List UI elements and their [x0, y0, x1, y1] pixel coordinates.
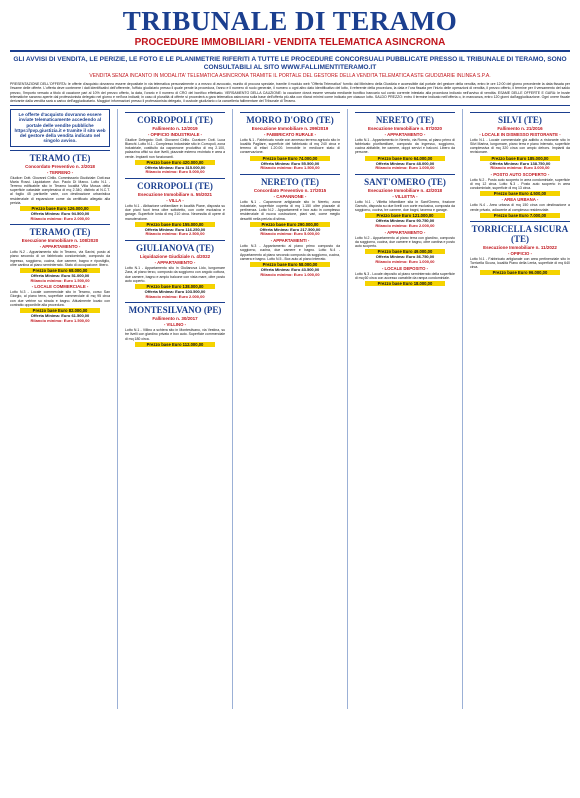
city-heading: MORRO D'ORO (TE) — [240, 112, 340, 125]
property-type: - TERRENO - — [46, 169, 74, 175]
column-divider — [117, 109, 118, 709]
minimum-offer: Offerta Minima: Euro 217.500,00 — [259, 226, 321, 232]
offer-block — [10, 212, 110, 221]
minimum-offer: Offerta Minima: Euro 116.250,00 — [144, 226, 206, 232]
minimum-raise: Rilancio minimo: Euro 1.000,00 — [375, 259, 435, 265]
lot-description: Lotto N.2 - Posto auto scoperto in area condominiale, superficie di mq 12 circa. Lotto N.3 - Posto auto scoperto in area condominiale, superficie di mq 13 circa. — [469, 178, 570, 191]
procedure-number: Esecuzione Immobiliare n. 87/2020 — [367, 125, 442, 131]
property-type: - OPIFICIO - — [507, 250, 533, 256]
minimum-raise: Rilancio minimo: Euro 1.500,00 — [260, 165, 320, 171]
property-type: - OPIFICIO INDUSTRIALE - — [147, 131, 203, 137]
procedure-number: Fallimento n. 21/2016 — [497, 125, 543, 131]
minimum-raise: Rilancio minimo: Euro 2.000,00 — [145, 293, 205, 299]
lot-description: Lotto N.1 - Villetta bifamiliare sita in Sant'Omero, frazione Garrufo, disposta su due livelli con corte esclusiva, composta da soggiorno, cucina, tre camere, due bagni, taverna e garage. — [354, 200, 455, 213]
base-price: Prezzo base Euro 82.000,00 — [20, 308, 100, 313]
city-heading: GIULIANOVA (TE) — [125, 240, 225, 253]
listing-columns — [10, 109, 570, 709]
listing-column — [240, 109, 340, 709]
offer-block — [355, 162, 455, 171]
intro-link: VENDITA SENZA INCANTO IN MODALITA' TELEMATICA ASINCRONA TRAMITE IL PORTALE DEL GESTORE DELLA VENDITA TELEMATICA ASTE GIUDIZIARIE INLINEA S.P.A. — [89, 73, 491, 80]
offer-callout: Le offerte d'acquisto dovranno essere inviate telematicamente accedendo al portale delle vendite pubbliche https://pvp.giustizia.it e tramite il sito web del gestore della vendita indicato nel singolo avviso. — [10, 109, 110, 147]
minimum-raise: Rilancio minimo: Euro 2.500,00 — [145, 231, 205, 237]
lot-description: Lotto N.2 - Appartamento sito in Teramo, via Savini, posto al piano secondo di un fabbricato condominiale, composto da ingresso, soggiorno, cucina, due camere, bagno e ripostiglio, oltre cantina al piano seminterrato. Stato di occupazione: libero. — [10, 250, 111, 267]
property-type: - CAPANNONE - — [273, 194, 307, 199]
property-type: - APPARTAMENTO - — [39, 244, 81, 250]
page-title: TRIBUNALE DI TERAMO — [122, 6, 458, 36]
minimum-offer: Offerta Minima: Euro 43.500,00 — [260, 266, 320, 272]
procedure-number: Concordato Preventivo n. 17/2015 — [253, 188, 327, 193]
minimum-offer: Offerta Minima: Euro 94.500,00 — [30, 210, 90, 216]
property-type: - AREA URBANA - — [501, 197, 539, 203]
lot-description: Lotto N.3 - Appartamento al piano primo composto da soggiorno, cucina, due camere e bagno. Lotto N.4 - Appartamento al piano secondo composto da soggiorno, cucina, camera e bagno. Lotto N.5 - Box auto al piano interrato. — [239, 244, 341, 261]
property-type: - APPARTAMENTI - — [270, 238, 310, 244]
minimum-offer: Offerta Minima: Euro 138.750,00 — [489, 160, 551, 166]
minimum-offer: Offerta Minima: Euro 36.750,00 — [375, 254, 435, 260]
base-price: Prezzo base Euro 121.000,00 — [365, 213, 445, 218]
intro-text: GLI AVVISI DI VENDITA, LE PERIZIE, LE FOTO E LE PLANIMETRIE RIFERITI A TUTTE LE PROCEDURE CONCORSUALI PUBBLICATE PRESSO IL TRIBUNALE DI TERAMO, SONO CONSULTABILI AL SITO WWW.FALLIMENTITERAMO.IT — [13, 56, 567, 71]
minimum-offer: Offerta Minima: Euro 51.000,00 — [30, 272, 90, 278]
procedure-number: Liquidazione Giudiziale n. 4/2022 — [139, 254, 211, 260]
city-heading: CORROPOLI (TE) — [125, 178, 225, 191]
offer-block — [10, 314, 110, 323]
property-type: - LOCALE IN DISMESSO RISTORANTE - — [479, 131, 561, 137]
property-type: - VILLINO - — [163, 322, 187, 328]
lot-description: Lotto N.1 - Fabbricato rurale con annesso terreno agricolo sito in località Pagliare, superficie del fabbricato di mq 240 circa e terreno di ettari 1.20.00. Immobile in mediocre stato di conservazione. — [239, 137, 341, 155]
offer-block — [125, 290, 225, 299]
lot-description: Giudice: Dott. Giovanni Cirillo. Commissario Giudiziale: Dott.ssa Maria Rossi. Liquidatore: Avv. Paolo Di Marco. Lotto N.1 - Terreno edificabile sito in Teramo località Villa Mosca della superficie catastale complessiva di mq 2.340, distinto al N.C.T. al foglio 45 particelle varie, con destinazione urbanistica residenziale di espansione come da certificato allegato alla perizia. — [10, 175, 111, 205]
city-heading: CORROPOLI (TE) — [125, 112, 225, 125]
listing-column — [470, 109, 570, 709]
procedure-number: Esecuzione Immobiliare n. 11/2022 — [483, 244, 557, 250]
minimum-raise: Rilancio minimo: Euro 1.500,00 — [30, 277, 90, 283]
lot-description: Giudice Delegato: Dott. Giovanni Cirillo. Curatore: Dott. Luca Bianchi. Lotto N.1 - Complesso industriale sito in Corropoli, zona industriale, costituito da capannone produttivo di mq 2.100, palazzina uffici su due livelli, piazzale esterno recintato e area a verde. Impianti non funzionanti. — [124, 137, 226, 159]
lot-description: Lotto N.3 - Locale deposito al piano seminterrato della superficie di mq 60 circa con accesso carrabile da rampa condominiale. — [354, 271, 455, 280]
property-type: - POSTO AUTO SCOPERTO - — [490, 172, 550, 177]
base-price: Prezzo base Euro 58.000,00 — [250, 262, 330, 267]
base-price: Prezzo base Euro 7.000,00 — [480, 213, 560, 218]
minimum-raise: Rilancio minimo: Euro 3.000,00 — [490, 165, 550, 171]
offer-block — [240, 162, 340, 171]
lot-description: Lotto N.4 - Area urbana di mq 150 circa con destinazione a verde privato, adiacente al complesso residenziale. — [469, 203, 570, 212]
listing-column — [355, 109, 455, 709]
minimum-raise: Rilancio minimo: Euro 1.000,00 — [375, 165, 435, 171]
procedure-number: Esecuzione Immobiliare n. 55/2021 — [137, 192, 213, 198]
minimum-offer: Offerta Minima: Euro 90.750,00 — [375, 218, 435, 224]
base-price: Prezzo base Euro 4.500,00 — [480, 191, 560, 196]
lot-description: Lotto N.1 - Villino a schiera sito in Montesilvano, via Vestina, su tre livelli con giardino privato e box auto. Superficie commerciale di mq 180 circa. — [124, 328, 226, 341]
city-heading: NERETO (TE) — [240, 174, 340, 187]
minimum-raise: Rilancio minimo: Euro 1.000,00 — [260, 271, 320, 277]
base-price: Prezzo base Euro 18.000,00 — [365, 281, 445, 286]
base-price: Prezzo base Euro 420.000,00 — [135, 160, 215, 165]
property-type: - APPARTAMENTO - — [384, 131, 426, 137]
procedure-number: Fallimento n. 12/2019 — [152, 125, 198, 131]
minimum-raise: Rilancio minimo: Euro 2.000,00 — [375, 223, 435, 229]
base-price: Prezzo base Euro 138.000,00 — [135, 284, 215, 289]
property-type: - LOCALE COMMERCIALE - — [31, 284, 89, 290]
city-heading: TERAMO (TE) — [10, 150, 110, 163]
minimum-raise: Rilancio minimo: Euro 1.500,00 — [30, 317, 90, 323]
page-subtitle: PROCEDURE IMMOBILIARI - VENDITA TELEMATICA ASINCRONA — [134, 37, 446, 48]
listing-column — [10, 109, 110, 709]
property-type: - VILLA - — [166, 198, 184, 204]
city-heading: SILVI (TE) — [470, 112, 570, 125]
lot-description: Lotto N.1 - Abitazione unifamiliare in località Piane, disposta su due piani fuori terra oltre sottotetto, con corte esclusiva e garage. Superficie lorda di mq 210 circa. Necessita di opere di manutenzione. — [124, 204, 226, 221]
base-price: Prezzo base Euro 64.000,00 — [365, 156, 445, 161]
lot-description: Lotto N.1 - Capannone artigianale sito in Nereto, zona industriale, superficie coperta di mq 1.150 oltre piazzale di pertinenza. Lotto N.2 - Appartamenti e box auto in complesso residenziale di nuova costruzione, piani vari, come meglio descritti nella perizia di stima. — [239, 200, 341, 221]
lot-description: Lotto N.2 - Appartamento al piano terra con giardino, composto da soggiorno, cucina, due camere e bagno, oltre cantina e posto auto scoperto. — [354, 235, 455, 249]
column-divider — [347, 109, 348, 709]
property-type: - APPARTAMENTO - — [154, 260, 196, 266]
column-divider — [232, 109, 233, 709]
base-price: Prezzo base Euro 290.000,00 — [250, 222, 330, 227]
offer-block — [240, 228, 340, 237]
base-price: Prezzo base Euro 49.000,00 — [365, 249, 445, 254]
offer-block — [125, 166, 225, 175]
minimum-offer: Offerta Minima: Euro 61.500,00 — [30, 312, 90, 318]
offer-block — [125, 228, 225, 237]
sale-notice: PRESENTAZIONE DELL'OFFERTA: le offerte d'acquisto dovranno essere depositate in via telematica personalmente o a mezzo di avvocato, munito di procura speciale, tramite il modulo web "Offerta Telematica" fornito dal Ministero della Giustizia e accessibile dal portale del gestore della vendita, entro le ore 12:00 del giorno precedente la data fissata per l'esame delle offerte. L'offerta deve contenere i dati identificativi dell'offerente, l'ufficio giudiziario presso il quale pende la procedura, l'anno e il numero di ruolo generale, il numero o ogni altro dato identificativo del lotto, il referente della procedura, la data e l'ora fissata per l'inizio delle operazioni di vendita, il prezzo offerto, il termine per il versamento del saldo prezzo, l'importo versato a titolo di cauzione pari al 10% del prezzo offerto, la data, l'orario e il numero di CRO del bonifico effettuato. VERSAMENTO DELLA CAUZIONE: la cauzione dovrà essere versata mediante bonifico bancario sul conto corrente intestato alla procedura indicato nell'avviso di vendita. ESAME DELLE OFFERTE E GARA: le buste telematiche saranno aperte dal professionista delegato nel giorno e nell'ora indicati; in caso di pluralità di offerte si procederà a gara telematica asincrona sulla base dell'offerta più alta con rilanci minimi come indicato per ciascun lotto. SALDO PREZZO: entro il termine indicato nell'offerta o, in mancanza, entro 120 giorni dall'aggiudicazione. Ogni onere fiscale derivante dalla vendita sarà a carico dell'aggiudicatario. Maggiori informazioni presso il professionista delegato, il custode giudiziario o la cancelleria fallimentare del Tribunale di Teramo. — [10, 82, 570, 106]
procedure-number: Esecuzione Immobiliare n. 108/2020 — [21, 238, 99, 244]
base-price: Prezzo base Euro 185.000,00 — [480, 156, 560, 161]
procedure-number: Concordato Preventivo n. 2/2018 — [25, 163, 95, 169]
procedure-number: Esecuzione Immobiliare n. 42/2018 — [367, 188, 442, 193]
base-price: Prezzo base Euro 155.000,00 — [135, 222, 215, 227]
offer-block — [470, 162, 570, 171]
masthead — [10, 6, 570, 52]
lot-description: Lotto N.1 - Locale commerciale già adibito a ristorante sito in Silvi Marina, lungomare, piano terra e piano interrato, superficie complessiva di mq 320 circa con ampio dehors. Impianti da revisionare. — [469, 137, 570, 155]
property-type: - VILLETTA - — [392, 194, 418, 199]
offer-block — [355, 255, 455, 264]
procedure-number: Esecuzione Immobiliare n. 299/2019 — [251, 125, 329, 131]
offer-block — [355, 219, 455, 228]
minimum-offer: Offerta Minima: Euro 315.000,00 — [144, 164, 206, 170]
base-price: Prezzo base Euro 112.000,00 — [135, 342, 215, 347]
offer-block — [240, 268, 340, 277]
lot-description: Lotto N.1 - Fabbricato artigianale con area pertinenziale sito in Torricella Sicura, località Piano della Lenta, superficie di mq 640 circa. — [469, 256, 570, 270]
minimum-offer: Offerta Minima: Euro 48.000,00 — [375, 160, 435, 166]
city-heading: TORRICELLA SICURA (TE) — [470, 221, 570, 244]
lot-description: Lotto N.3 - Locale commerciale sito in Teramo, corso San Giorgio, al piano terra, superficie commerciale di mq 95 circa con due vetrine su strada e bagno. Attualmente locato con contratto opponibile alla procedura. — [10, 290, 111, 307]
listing-column — [125, 109, 225, 709]
base-price: Prezzo base Euro 126.000,00 — [20, 206, 100, 211]
base-price: Prezzo base Euro 96.000,00 — [480, 270, 560, 275]
property-type: - APPARTAMENTO - — [384, 229, 426, 235]
minimum-raise: Rilancio minimo: Euro 2.000,00 — [30, 215, 90, 221]
city-heading: SANT'OMERO (TE) — [355, 174, 455, 187]
minimum-offer: Offerta Minima: Euro 55.500,00 — [260, 160, 320, 166]
lot-description: Lotto N.1 - Appartamento in Nereto, via Roma, al piano primo di fabbricato plurifamiliare, composto da ingresso, soggiorno, cucina abitabile, tre camere, doppi servizi e balconi. Libero da persone. — [354, 137, 455, 155]
base-price: Prezzo base Euro 68.000,00 — [20, 268, 100, 273]
lot-description: Lotto N.1 - Appartamento sito in Giulianova Lido, lungomare Zara, al piano terzo, composto da soggiorno con angolo cottura, due camere, bagno e ampio balcone con vista mare, oltre posto auto coperto. — [124, 266, 226, 283]
offer-block — [10, 274, 110, 283]
base-price: Prezzo base Euro 74.000,00 — [250, 156, 330, 161]
minimum-offer: Offerta Minima: Euro 103.500,00 — [144, 288, 206, 294]
city-heading: TERAMO (TE) — [10, 224, 110, 237]
column-divider — [462, 109, 463, 709]
minimum-raise: Rilancio minimo: Euro 5.000,00 — [260, 231, 320, 237]
minimum-raise: Rilancio minimo: Euro 5.000,00 — [145, 169, 205, 175]
property-type: - FABBRICATO RURALE - — [263, 131, 317, 137]
city-heading: NERETO (TE) — [355, 112, 455, 125]
city-heading: MONTESILVANO (PE) — [125, 302, 225, 315]
procedure-number: Fallimento n. 30/2017 — [152, 316, 198, 322]
property-type: - LOCALE DEPOSITO - — [381, 265, 429, 271]
